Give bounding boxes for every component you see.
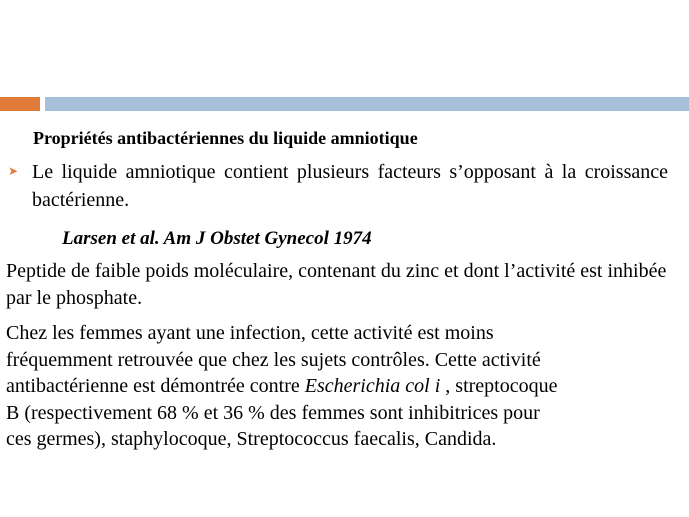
paragraph-text: , streptocoque	[440, 375, 558, 397]
bullet-text: Le liquide amniotique contient plusieurs facteurs s’opposant à la croissance bactérienne.	[32, 161, 668, 211]
accent-blue-block	[45, 97, 689, 111]
paragraph-line	[6, 373, 682, 400]
species-name: Escherichia col i	[304, 375, 441, 397]
paragraph-line: Chez les femmes ayant une infection, cette activité est moins	[6, 322, 494, 344]
paragraph-text: antibactérienne est démontrée contre	[6, 375, 305, 397]
paragraph-line: ces germes), staphylocoque, Streptococcus faecalis, Candida.	[6, 428, 497, 450]
accent-orange-block	[0, 97, 40, 111]
arrow-bullet-icon: ➤	[8, 164, 19, 178]
paragraph-peptide: Peptide de faible poids moléculaire, contenant du zinc et dont l’activité est inhibée par le phosphate.	[6, 260, 667, 309]
header-accent-bar	[0, 97, 689, 111]
paragraph-line: B (respectivement 68 % et 36 % des femmes sont inhibitrices pour	[6, 401, 540, 424]
bullet-item	[8, 158, 668, 214]
slide-heading: Propriétés antibactériennes du liquide amniotique	[33, 128, 418, 148]
citation: Larsen et al. Am J Obstet Gynecol 1974	[62, 228, 372, 249]
paragraph-line: fréquemment retrouvée que chez les sujets contrôles. Cette activité	[6, 348, 541, 371]
paragraph-activity	[6, 320, 682, 453]
